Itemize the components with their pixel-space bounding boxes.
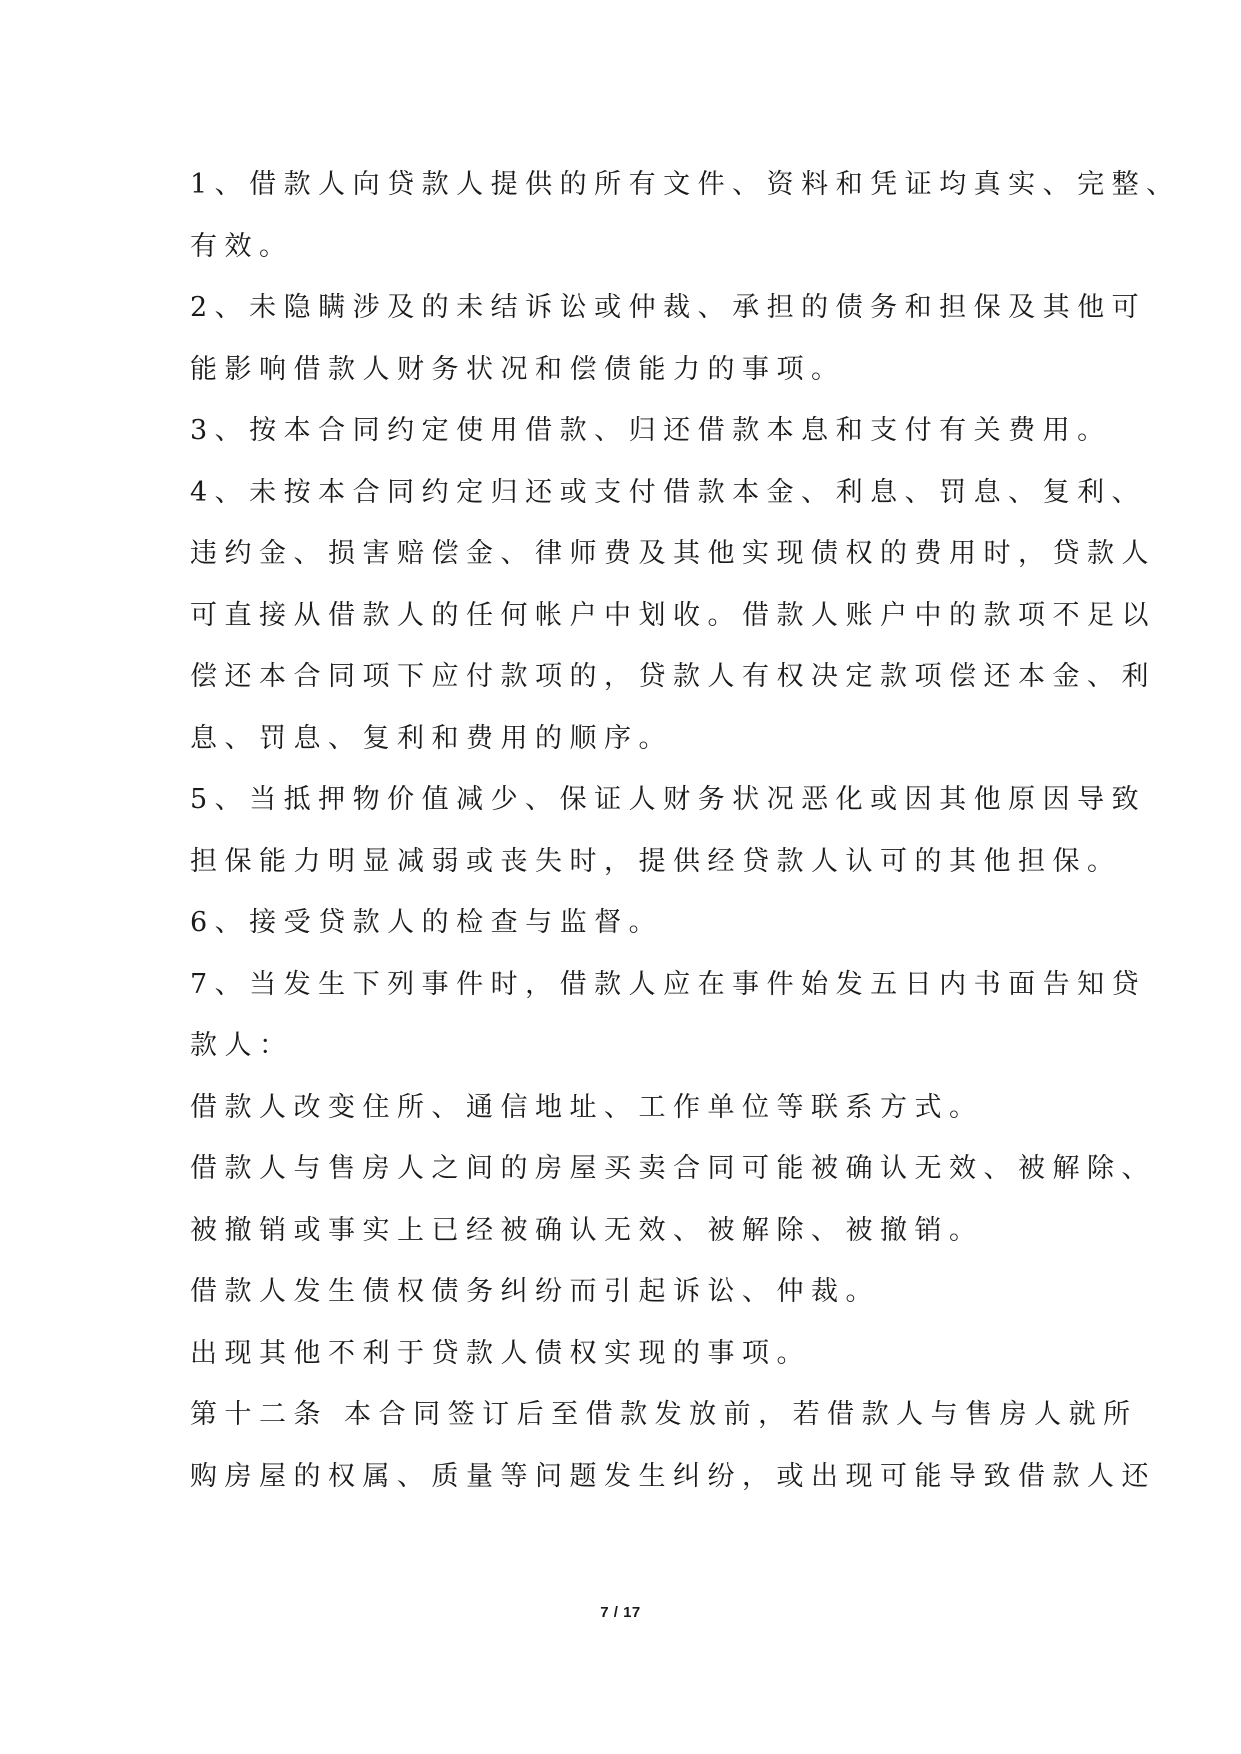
text-line: 有效。 <box>190 230 294 262</box>
text-line: 违约金、损害赔偿金、律师费及其他实现债权的费用时，贷款人 <box>190 538 1156 569</box>
text-line: 出现其他不利于贷款人债权实现的事项。 <box>190 1337 811 1369</box>
text-line: 可直接从借款人的任何帐户中划收。借款人账户中的款项不足以 <box>190 599 1156 631</box>
text-line: 7、当发生下列事件时，借款人应在事件始发五日内书面告知贷 <box>190 968 1147 1000</box>
article-heading-line: 第十二条 本合同签订后至借款发放前，若借款人与售房人就所 <box>190 1399 1138 1430</box>
text-line: 5、当抵押物价值减少、保证人财务状况恶化或因其他原因导致 <box>190 784 1147 815</box>
text-line: 借款人改变住所、通信地址、工作单位等联系方式。 <box>190 1091 984 1123</box>
text-line: 3、按本合同约定使用借款、归还借款本息和支付有关费用。 <box>190 415 1112 446</box>
document-body <box>190 154 1181 1507</box>
page-number: 7 / 17 <box>600 1604 641 1621</box>
text-line: 款人： <box>190 1030 294 1061</box>
text-line: 购房屋的权属、质量等问题发生纠纷，或出现可能导致借款人还 <box>190 1460 1156 1492</box>
text-line: 息、罚息、复利和费用的顺序。 <box>190 722 673 754</box>
text-line: 4、未按本合同约定归还或支付借款本金、利息、罚息、复利、 <box>190 476 1147 508</box>
text-line: 借款人与售房人之间的房屋买卖合同可能被确认无效、被解除、 <box>190 1153 1156 1184</box>
text-line: 1、借款人向贷款人提供的所有文件、资料和凭证均真实、完整、 <box>190 169 1181 200</box>
text-line: 被撤销或事实上已经被确认无效、被解除、被撤销。 <box>190 1214 984 1246</box>
text-line: 借款人发生债权债务纠纷而引起诉讼、仲裁。 <box>190 1276 880 1307</box>
text-line: 2、未隐瞒涉及的未结诉讼或仲裁、承担的债务和担保及其他可 <box>190 292 1147 323</box>
text-line: 偿还本合同项下应付款项的，贷款人有权决定款项偿还本金、利 <box>190 661 1156 692</box>
text-line: 能影响借款人财务状况和偿债能力的事项。 <box>190 353 846 385</box>
text-line: 6、接受贷款人的检查与监督。 <box>190 907 664 938</box>
text-line: 担保能力明显减弱或丧失时，提供经贷款人认可的其他担保。 <box>190 845 1122 877</box>
